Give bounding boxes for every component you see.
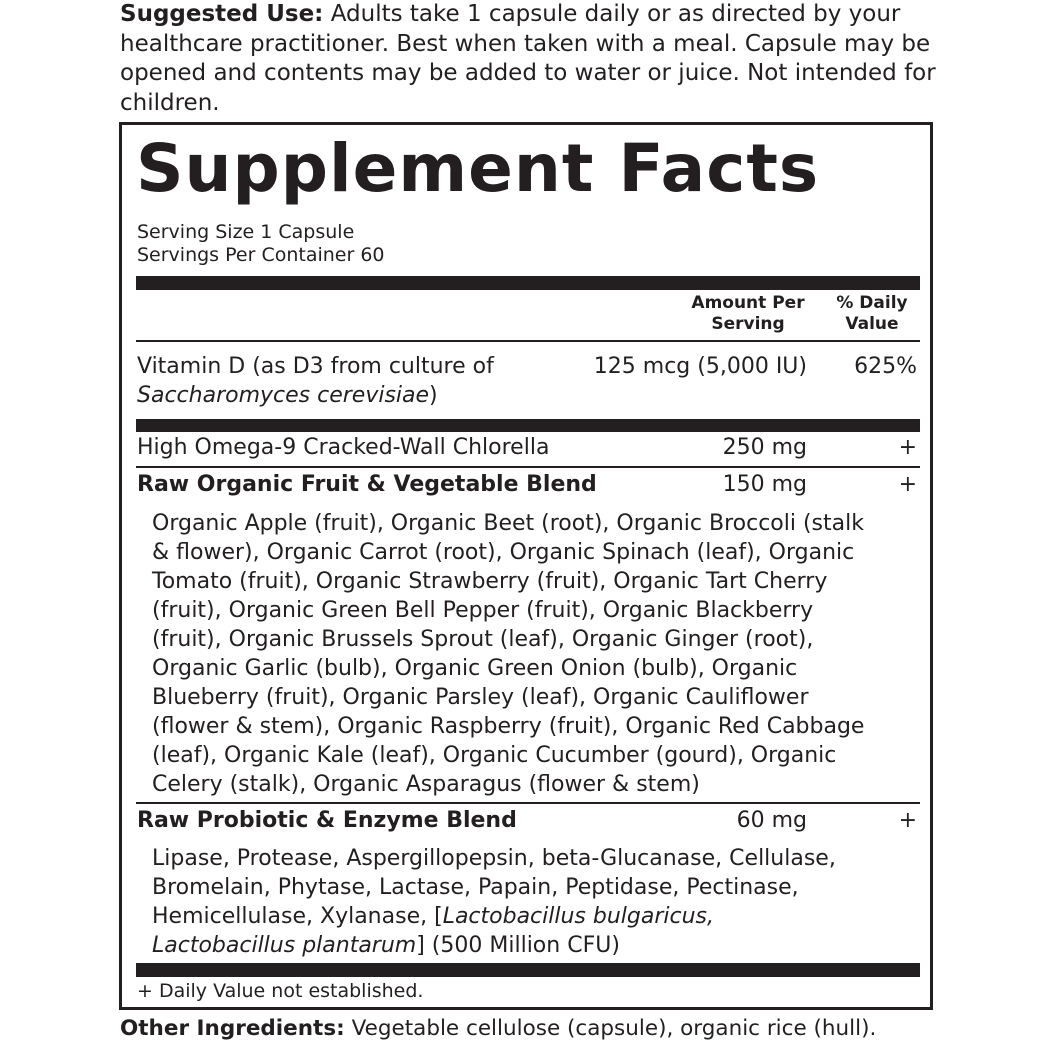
nutrient-name: Raw Organic Fruit & Vegetable Blend: [137, 472, 597, 497]
nutrient-amount: 125 mcg (5,000 IU): [593, 354, 807, 379]
nutrient-name-line1: Vitamin D (as D3 from culture of: [137, 354, 494, 379]
serving-size: Serving Size 1 Capsule: [137, 221, 355, 243]
header-amount-line1: Amount Per: [691, 293, 805, 313]
header-dv-line1: % Daily: [836, 293, 908, 313]
ingredient-line: [152, 931, 922, 960]
servings-per-container: Servings Per Container 60: [137, 244, 385, 266]
ingredient-line: [152, 902, 922, 931]
header-amount-line2: Serving: [711, 314, 785, 334]
nutrient-row-fruit-veg-blend: [137, 470, 917, 499]
header-daily-value: [827, 293, 917, 335]
ingredient-line: Celery (stalk), Organic Asparagus (flower & stem): [152, 772, 700, 797]
nutrient-name: [137, 352, 494, 410]
ingredient-text: ] (500 Million CFU): [416, 933, 620, 958]
ingredient-text: Hemicellulase, Xylanase, [: [152, 904, 443, 929]
nutrient-daily-value: +: [898, 808, 917, 833]
ingredient-line: (fruit), Organic Brussels Sprout (leaf), Organic Ginger (root),: [152, 627, 814, 652]
suggested-use: [120, 0, 940, 118]
ingredient-italic: Lactobacillus plantarum: [152, 933, 417, 958]
thin-divider: [136, 340, 920, 342]
thick-divider: [136, 276, 920, 290]
other-ingredients-text: Vegetable cellulose (capsule), organic rice (hull).: [344, 1016, 877, 1041]
ingredient-line: Tomato (fruit), Organic Strawberry (fruit), Organic Tart Cherry: [152, 569, 828, 594]
nutrient-name-italic: Saccharomyces cerevisiae: [137, 383, 430, 408]
other-ingredients: [120, 1014, 940, 1044]
ingredient-line: Bromelain, Phytase, Lactase, Papain, Peptidase, Pectinase,: [152, 875, 799, 900]
serving-info: [137, 221, 385, 267]
thin-divider: [136, 802, 920, 804]
nutrient-amount: 60 mg: [736, 808, 807, 833]
ingredient-line: Blueberry (fruit), Organic Parsley (leaf), Organic Cauliflower: [152, 685, 809, 710]
nutrient-daily-value: +: [898, 472, 917, 497]
suggested-use-label: Suggested Use:: [120, 1, 324, 27]
ingredient-line: Lipase, Protease, Aspergillopepsin, beta-Glucanase, Cellulase,: [152, 846, 836, 871]
thin-divider: [136, 466, 920, 468]
ingredient-line: Organic Garlic (bulb), Organic Green Onion (bulb), Organic: [152, 656, 798, 681]
header-dv-line2: Value: [845, 314, 899, 334]
suggested-use-text: Adults take 1 capsule daily or as directed by your healthcare practitioner. Best when taken with a meal. Capsule may be opened and contents may be added to water or juice. Not intended for children.: [120, 1, 936, 116]
nutrient-row-probiotic-enzyme-blend: [137, 806, 917, 835]
nutrient-name: High Omega-9 Cracked-Wall Chlorella: [137, 435, 550, 460]
nutrient-daily-value: +: [898, 435, 917, 460]
supplement-facts-panel: [119, 122, 933, 1010]
footnote: + Daily Value not established.: [137, 980, 424, 1002]
ingredient-line: Organic Apple (fruit), Organic Beet (root), Organic Broccoli (stalk: [152, 511, 864, 536]
fruit-veg-blend-ingredients: [152, 509, 922, 799]
nutrient-daily-value: 625%: [854, 354, 917, 379]
thick-divider: [136, 419, 920, 432]
ingredient-line: & flower), Organic Carrot (root), Organic Spinach (leaf), Organic: [152, 540, 855, 565]
panel-title: Supplement Facts: [136, 130, 820, 207]
ingredient-line: (flower & stem), Organic Raspberry (fruit), Organic Red Cabbage: [152, 714, 865, 739]
probiotic-enzyme-ingredients: [152, 844, 922, 960]
nutrient-name: Raw Probiotic & Enzyme Blend: [137, 808, 517, 833]
other-ingredients-label: Other Ingredients:: [120, 1016, 345, 1041]
nutrient-amount: 150 mg: [722, 472, 807, 497]
thick-divider: [136, 963, 920, 977]
nutrient-name-line2: [137, 381, 494, 410]
nutrient-name-suffix: ): [429, 383, 438, 408]
nutrient-amount: 250 mg: [722, 435, 807, 460]
nutrient-row-chlorella: [137, 433, 917, 462]
ingredient-italic: Lactobacillus bulgaricus,: [442, 904, 715, 929]
nutrient-row-vitamin-d: [137, 352, 917, 412]
ingredient-line: (leaf), Organic Kale (leaf), Organic Cucumber (gourd), Organic: [152, 743, 837, 768]
ingredient-line: (fruit), Organic Green Bell Pepper (fruit), Organic Blackberry: [152, 598, 814, 623]
header-amount-per-serving: [678, 293, 818, 335]
